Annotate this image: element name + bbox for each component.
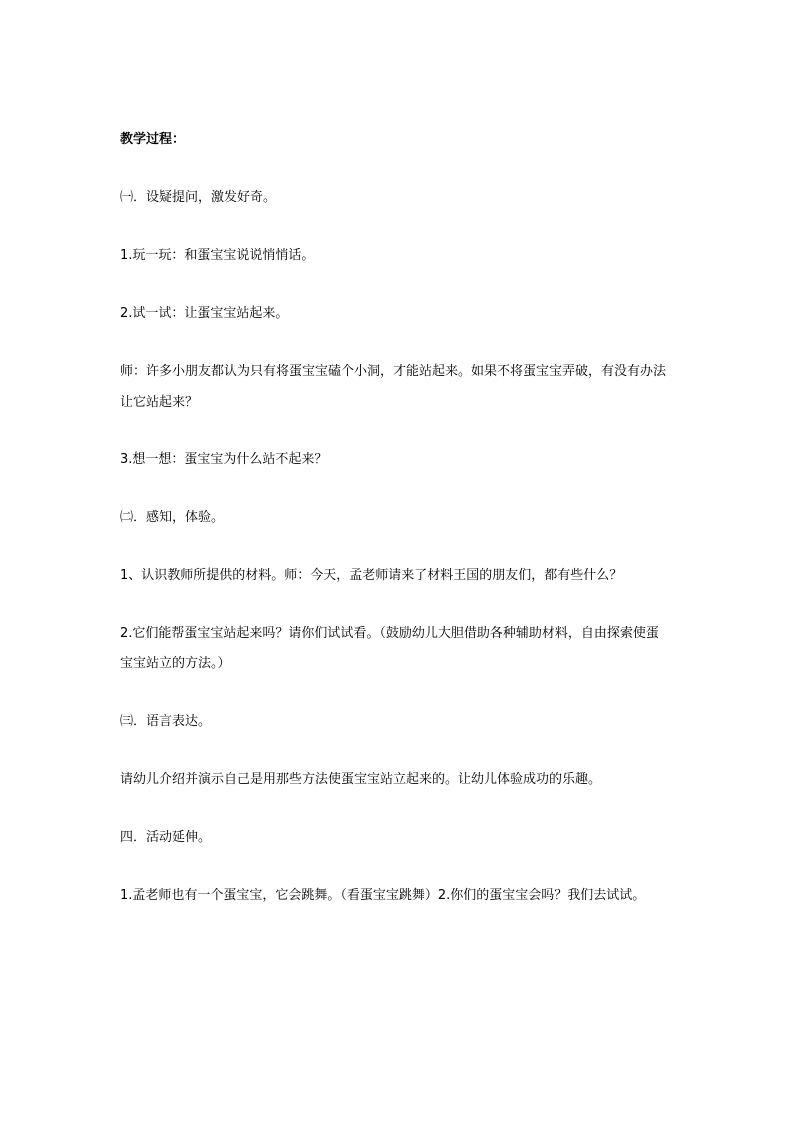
section-2-item-2-line-2: 宝宝站立的方法。） (120, 656, 231, 671)
section-2-title: ㈡．感知，体验。 (120, 510, 225, 525)
page-heading: 教学过程： (120, 132, 186, 147)
section-4-body: 1.孟老师也有一个蛋宝宝，它会跳舞。（看蛋宝宝跳舞）2.你们的蛋宝宝会吗？我们去试试。 (120, 888, 646, 903)
teacher-remark-line-2: 让它站起来？ (120, 395, 199, 410)
section-2-item-1: 1、认识教师所提供的材料。师：今天，孟老师请来了材料王国的朋友们，都有些什么？ (120, 568, 623, 583)
section-1-item-2: 2.试一试：让蛋宝宝站起来。 (120, 306, 289, 321)
section-1-title: ㈠．设疑提问，激发好奇。 (120, 190, 277, 205)
section-4-title: 四．活动延伸。 (120, 830, 212, 845)
section-3-body: 请幼儿介绍并演示自己是用那些方法使蛋宝宝站立起来的。让幼儿体验成功的乐趣。 (120, 772, 602, 787)
section-2-item-2-line-1: 2.它们能帮蛋宝宝站起来吗？请你们试试看。（鼓励幼儿大胆借助各种辅助材料，自由探索使蛋 (120, 626, 659, 641)
section-1-item-1: 1.玩一玩：和蛋宝宝说说悄悄话。 (120, 248, 315, 263)
section-1-item-3: 3.想一想：蛋宝宝为什么站不起来？ (120, 452, 328, 467)
section-3-title: ㈢．语言表达。 (120, 714, 212, 729)
teacher-remark-line-1: 师：许多小朋友都认为只有将蛋宝宝磕个小洞，才能站起来。如果不将蛋宝宝弄破，有没有办法 (120, 364, 667, 379)
